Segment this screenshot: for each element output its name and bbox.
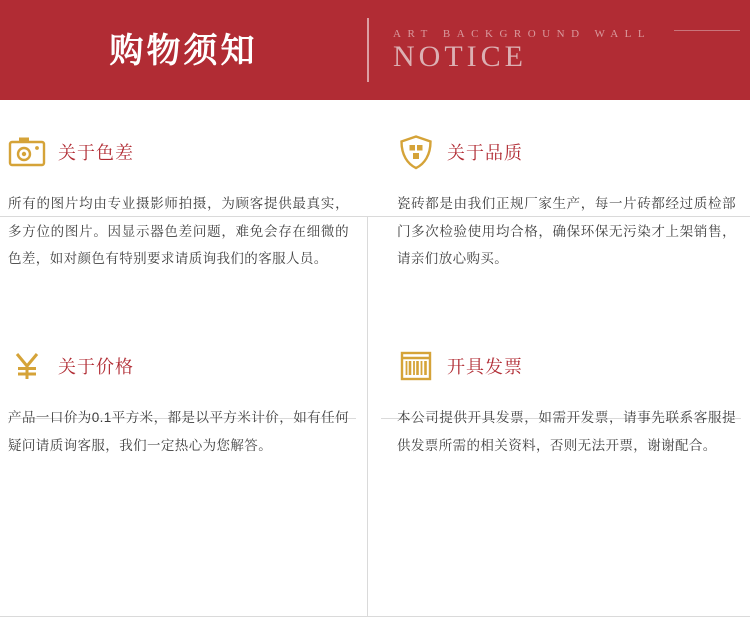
header-title-block: [0, 0, 367, 100]
notice-section-invoice: [375, 318, 750, 536]
invoice-icon: [397, 347, 435, 385]
notice-section-quality: [375, 100, 750, 318]
section-title: 关于价格: [58, 357, 134, 377]
section-header: [8, 130, 349, 174]
header-english-block: [369, 0, 750, 100]
section-header: [397, 344, 736, 388]
header-rule-line: [674, 30, 740, 31]
notice-grid: [0, 100, 750, 568]
camera-icon: [8, 133, 46, 171]
header-title-en: NOTICE: [393, 40, 527, 73]
notice-section-price: [0, 318, 375, 536]
section-header: [397, 130, 736, 174]
section-body: 产品一口价为0.1平方米，都是以平方米计价，如有任何疑问请质询客服，我们一定热心为您解答。: [8, 410, 349, 453]
section-header: [8, 344, 349, 388]
page-title: 购物须知: [109, 32, 258, 70]
section-body: 所有的图片均由专业摄影师拍摄，为顾客提供最真实，多方位的图片。因显示器色差问题，难免会存在细微的色差，如对颜色有特别要求请质询我们的客服人员。: [8, 196, 349, 267]
header-subtitle-en: ART BACKGROUND WALL: [393, 28, 652, 40]
section-body: 本公司提供开具发票，如需开发票，请事先联系客服提供发票所需的相关资料，否则无法开票，谢谢配合。: [397, 410, 736, 453]
page-header: [0, 0, 750, 100]
section-title: 开具发票: [447, 357, 523, 377]
notice-section-color: [0, 100, 375, 318]
yen-price-icon: [8, 347, 46, 385]
section-title: 关于品质: [447, 143, 523, 163]
shield-quality-icon: [397, 133, 435, 171]
section-body: 瓷砖都是由我们正规厂家生产，每一片砖都经过质检部门多次检验使用均合格，确保环保无污染才上架销售，请亲们放心购买。: [397, 196, 736, 267]
section-title: 关于色差: [58, 143, 134, 163]
